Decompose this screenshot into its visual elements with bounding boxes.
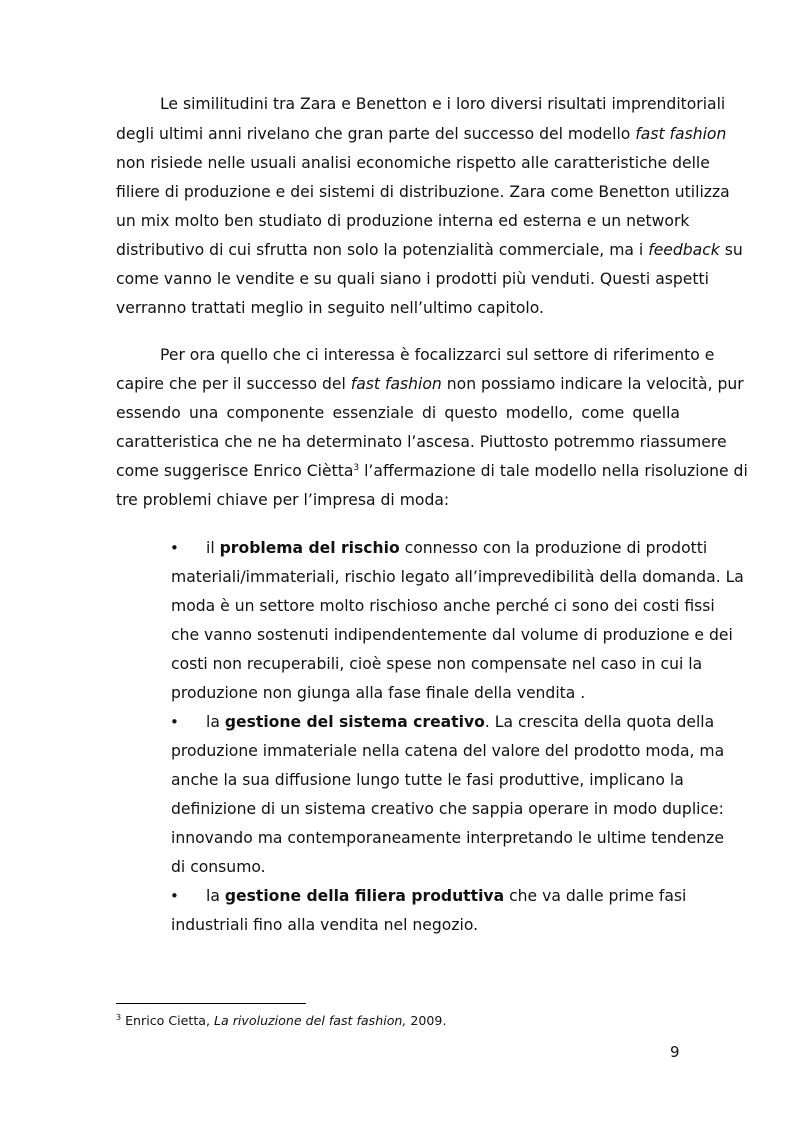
p1-line-3: non risiede nelle usuali analisi economiche rispetto alle caratteristiche delle	[116, 154, 710, 172]
b1-line-5: costi non recuperabili, cioè spese non compensate nel caso in cui la	[171, 655, 703, 673]
b1-line-6: produzione non giunga alla fase finale della vendita .	[171, 684, 586, 702]
b1-line-3: moda è un settore molto rischioso anche perché ci sono dei costi fissi	[171, 597, 715, 615]
b2-line-5: innovando ma contemporaneamente interpretando le ultime tendenze	[171, 829, 724, 847]
p1-line-8: verranno trattati meglio in seguito nell’ultimo capitolo.	[116, 299, 544, 317]
b3-line-2: industriali fino alla vendita nel negozio.	[171, 916, 479, 934]
b2-line-4: definizione di un sistema creativo che sappia operare in modo duplice:	[171, 800, 724, 818]
p2-line-3: essendo una componente essenziale di questo modello, come quella	[116, 404, 680, 422]
b2-line-1: la gestione del sistema creativo. La crescita della quota della	[206, 713, 715, 731]
p1-line-7: come vanno le vendite e su quali siano i prodotti più venduti. Questi aspetti	[116, 270, 709, 288]
b1-line-2: materiali/immateriali, rischio legato all’imprevedibilità della domanda. La	[171, 568, 744, 586]
b2-line-2: produzione immateriale nella catena del valore del prodotto moda, ma	[171, 742, 725, 760]
p1-line-6: distributivo di cui sfrutta non solo la potenzialità commerciale, ma i feedback su	[116, 241, 743, 259]
bullet-icon: •	[170, 539, 179, 557]
bullet-icon: •	[170, 713, 179, 731]
p2-line-2: capire che per il successo del fast fashion non possiamo indicare la velocità, pur	[116, 375, 744, 393]
p1-line-4: filiere di produzione e dei sistemi di distribuzione. Zara come Benetton utilizza	[116, 183, 730, 201]
page-number: 9	[670, 1043, 680, 1061]
footnote: $^3$ Enrico Cietta, La rivoluzione del fast fashion, 2009.	[116, 1012, 447, 1028]
b1-line-4: che vanno sostenuti indipendentemente dal volume di produzione e dei	[171, 626, 733, 644]
b3-line-1: la gestione della filiera produttiva che va dalle prime fasi	[206, 887, 687, 905]
p1-line-5: un mix molto ben studiato di produzione interna ed esterna e un network	[116, 212, 690, 230]
b2-line-3: anche la sua diffusione lungo tutte le fasi produttive, implicano la	[171, 771, 684, 789]
bullet-icon: •	[170, 887, 179, 905]
p2-line-4: caratteristica che ne ha determinato l’ascesa. Piuttosto potremmo riassumere	[116, 433, 727, 451]
p2-line-6: tre problemi chiave per l’impresa di moda:	[116, 491, 450, 509]
footnote-ref: 3	[353, 462, 360, 473]
b2-line-6: di consumo.	[171, 858, 266, 876]
p1-line-1: Le similitudini tra Zara e Benetton e i loro diversi risultati imprenditoriali	[160, 95, 726, 113]
footnote-separator	[116, 1003, 306, 1004]
p2-line-1: Per ora quello che ci interessa è focalizzarci sul settore di riferimento e	[160, 346, 715, 364]
p2-line-5: come suggerisce Enrico Ciètta$^3$ l’affermazione di tale modello nella risoluzione di	[116, 462, 748, 480]
p1-line-2: degli ultimi anni rivelano che gran parte del successo del modello fast fashion	[116, 125, 727, 143]
b1-line-1: il problema del rischio connesso con la produzione di prodotti	[206, 539, 708, 557]
